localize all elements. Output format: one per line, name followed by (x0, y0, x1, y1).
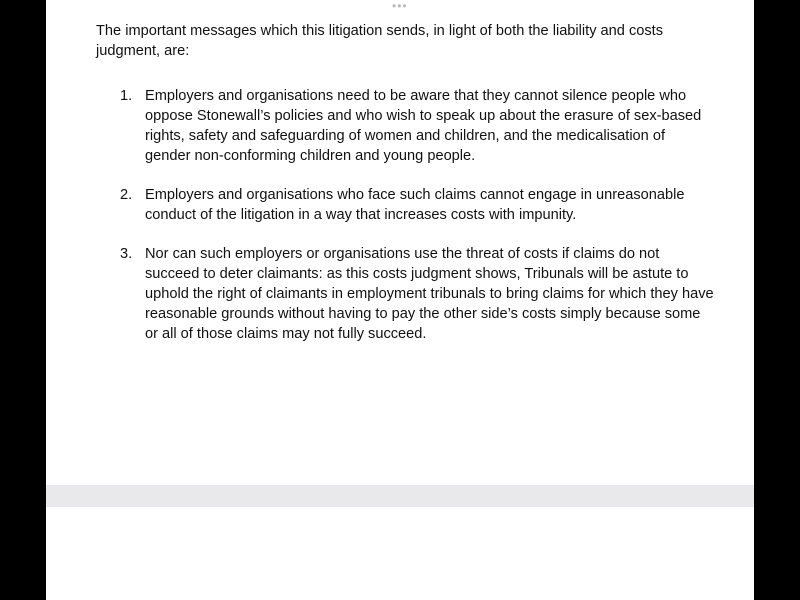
list-item (96, 244, 714, 344)
document-page (46, 0, 754, 485)
next-page (46, 507, 754, 600)
list-item-number: 1. (120, 88, 133, 104)
page-text (96, 21, 714, 363)
list-item-text: Employers and organisations who face such claims cannot engage in unreasonable conduct of the litigation in a way that increases costs with impunity. (145, 187, 685, 223)
list-item-text: Employers and organisations need to be aware that they cannot silence people who oppose Stonewall’s policies and who wish to speak up about the erasure of sex-based rights, safety and safeguarding of women and children, and the medicalisation of gender non-conforming children and young people. (145, 88, 702, 164)
list-item (96, 86, 714, 166)
intro-paragraph: The important messages which this litigation sends, in light of both the liability and costs judgment, are: (96, 23, 664, 59)
document-viewer[interactable] (46, 0, 754, 600)
list-item-number: 2. (120, 187, 133, 203)
list-item-number: 3. (120, 246, 133, 262)
more-options-indicator[interactable]: ••• (392, 0, 408, 13)
list-item (96, 185, 714, 225)
list-item-text: Nor can such employers or organisations use the threat of costs if claims do not succeed to deter claimants: as this costs judgment shows, Tribunals will be astute to uphold the right of claimants in employment tribunals to bring claims for which they have reasonable grounds without having to pay the other side’s costs simply because some or all of those claims may not fully succeed. (145, 246, 714, 342)
numbered-list (96, 86, 714, 344)
